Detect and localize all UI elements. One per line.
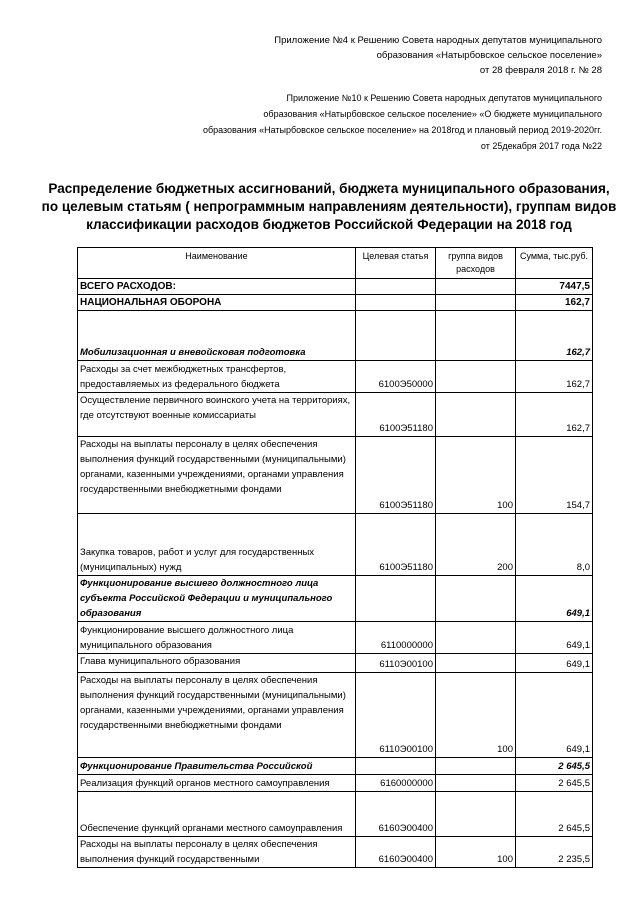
row-group [436, 393, 516, 437]
table-row [78, 361, 593, 393]
row-sum: 162,7 [516, 295, 593, 311]
table-header-row [78, 248, 593, 279]
row-group [436, 576, 516, 622]
row-name: Расходы на выплаты персоналу в целях обеспечения выполнения функций государственными (муниципальными) органами, казенными учреждениями, органами управления государственными внебюджетными фондами [78, 437, 356, 514]
appendix-header-2 [203, 90, 602, 154]
row-name: Расходы на выплаты персоналу в целях обеспечения выполнения функций государственными [78, 837, 356, 868]
row-name: Закупка товаров, работ и услуг для государственных (муниципальных) нужд [78, 514, 356, 576]
header-line: Приложение №4 к Решению Совета народных депутатов муниципального [274, 35, 602, 46]
row-sum: 649,1 [516, 622, 593, 654]
table-row [78, 576, 593, 622]
row-sum: 2 645,5 [516, 758, 593, 775]
row-target: 6110Э00100 [356, 654, 436, 673]
row-name: Мобилизационная и вневойсковая подготовка [78, 311, 356, 361]
row-target: 6100Э51180 [356, 514, 436, 576]
document-title [40, 180, 618, 234]
table-row [78, 622, 593, 654]
header-line: от 25декабря 2017 года №22 [480, 141, 602, 151]
row-target [356, 758, 436, 775]
row-target [356, 295, 436, 311]
row-target [356, 279, 436, 295]
header-name: Наименование [78, 248, 356, 279]
row-group [436, 792, 516, 837]
header-line: образования «Натырбовское сельское поселение» [376, 50, 602, 61]
row-group: 200 [436, 514, 516, 576]
row-sum: 2 645,5 [516, 792, 593, 837]
table-row [78, 792, 593, 837]
row-group [436, 361, 516, 393]
table-row-total [78, 279, 593, 295]
row-target: 6110000000 [356, 622, 436, 654]
row-target [356, 576, 436, 622]
row-sum: 8,0 [516, 514, 593, 576]
row-target: 6110Э00100 [356, 673, 436, 758]
row-group [436, 295, 516, 311]
row-name: ВСЕГО РАСХОДОВ: [78, 279, 356, 295]
row-sum: 162,7 [516, 311, 593, 361]
row-name: Осуществление первичного воинского учета на территориях, где отсутствуют военные комиссариаты [78, 393, 356, 437]
row-group [436, 758, 516, 775]
row-sum: 649,1 [516, 673, 593, 758]
table-row [78, 514, 593, 576]
budget-table [77, 247, 593, 868]
row-group: 100 [436, 437, 516, 514]
table-row [78, 673, 593, 758]
row-sum: 2 235,5 [516, 837, 593, 868]
row-name: Реализация функций органов местного самоуправления [78, 775, 356, 792]
table-row [78, 311, 593, 361]
header-target: Целевая статья [356, 248, 436, 279]
row-group [436, 622, 516, 654]
row-name: Обеспечение функций органами местного самоуправления [78, 792, 356, 837]
row-target [356, 311, 436, 361]
row-name: Глава муниципального образования [78, 654, 356, 673]
row-group: 100 [436, 673, 516, 758]
header-line: образования «Натырбовское сельское поселение» на 2018год и плановый период 2019-2020гг. [202, 125, 602, 135]
row-group [436, 279, 516, 295]
row-sum: 154,7 [516, 437, 593, 514]
row-sum: 162,7 [516, 393, 593, 437]
table-row [78, 437, 593, 514]
appendix-header-1 [274, 33, 602, 78]
row-name: Функционирование Правительства Российской [78, 758, 356, 775]
row-target: 6160000000 [356, 775, 436, 792]
row-name: Расходы на выплаты персоналу в целях обеспечения выполнения функций государственными (муниципальными) органами, казенными учреждениями, органами управления государственными внебюджетными фондами [78, 673, 356, 758]
row-group: 100 [436, 837, 516, 868]
row-name: НАЦИОНАЛЬНАЯ ОБОРОНА [78, 295, 356, 311]
header-group: группа видов расходов [436, 248, 516, 279]
row-group [436, 775, 516, 792]
table-row [78, 295, 593, 311]
row-sum: 162,7 [516, 361, 593, 393]
table-row [78, 775, 593, 792]
table-row [78, 837, 593, 868]
row-name: Функционирование высшего должностного лица муниципального образования [78, 622, 356, 654]
header-sum: Сумма, тыс.руб. [516, 248, 593, 279]
row-name: Функционирование высшего должностного лица субъекта Российской Федерации и муниципального образования [78, 576, 356, 622]
row-target: 6100Э51180 [356, 393, 436, 437]
row-sum: 649,1 [516, 576, 593, 622]
title-line: классификации расходов бюджетов Российской Федерации на 2018 год [86, 217, 572, 232]
title-line: Распределение бюджетных ассигнований, бюджета муниципального образования, [48, 181, 610, 196]
row-name: Расходы за счет межбюджетных трансфертов, предоставляемых из федерального бюджета [78, 361, 356, 393]
header-line: от 28 февраля 2018 г. № 28 [479, 65, 602, 76]
header-line: Приложение №10 к Решению Совета народных депутатов муниципального [286, 93, 602, 103]
table-row [78, 393, 593, 437]
row-group [436, 311, 516, 361]
row-sum: 2 645,5 [516, 775, 593, 792]
row-target: 6100Э51180 [356, 437, 436, 514]
table-row [78, 758, 593, 775]
title-line: по целевым статьям ( непрограммным направлениям деятельности), группам видов [41, 199, 617, 214]
row-sum: 7447,5 [516, 279, 593, 295]
table-row [78, 654, 593, 673]
row-target: 6160Э00400 [356, 837, 436, 868]
row-sum: 649,1 [516, 654, 593, 673]
row-target: 6100Э50000 [356, 361, 436, 393]
row-group [436, 654, 516, 673]
header-line: образования «Натырбовское сельское поселение» «О бюджете муниципального [263, 109, 602, 119]
row-target: 6160Э00400 [356, 792, 436, 837]
